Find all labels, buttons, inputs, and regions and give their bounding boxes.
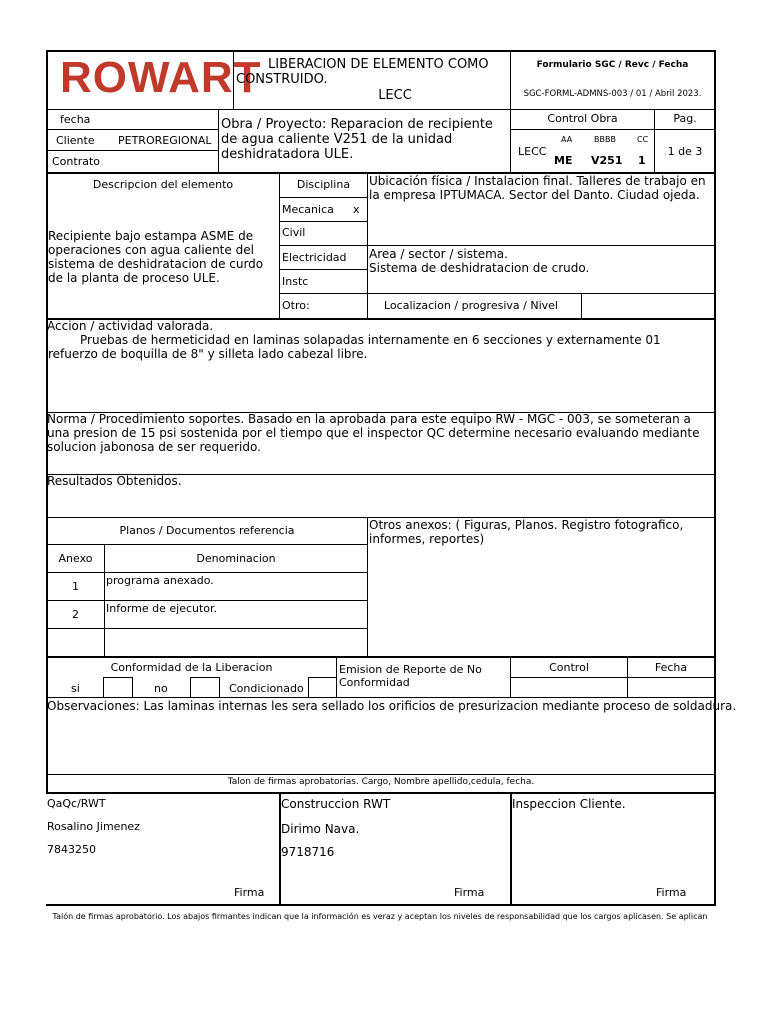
- area-value: Sistema de deshidratacion de crudo.: [369, 261, 590, 275]
- localizacion-label: Localizacion / progresiva / Nivel: [384, 299, 558, 312]
- desc-text: Recipiente bajo estampa ASME de operaciones con agua caliente del sistema de deshidratacion de curdo de la planta de proceso ULE.: [48, 229, 264, 285]
- planos-title: Planos / Documentos referencia: [119, 524, 295, 537]
- firma-col2-title: Construccion RWT: [281, 797, 391, 811]
- control-label: Control: [549, 661, 589, 674]
- firma-col3-sign: Firma: [656, 886, 687, 899]
- form-title-code: LECC: [378, 88, 412, 103]
- firma-col3-title: Inspeccion Cliente.: [512, 797, 626, 811]
- firma-col2-name: Dirimo Nava.: [281, 822, 360, 836]
- cc-value: 1: [638, 154, 646, 167]
- ubicacion-text: Ubicación física / Instalacion final. Talleres de trabajo en la empresa IPTUMACA. Sector del Danto. Ciudad ojeda.: [369, 174, 706, 202]
- me-value: ME: [554, 154, 573, 167]
- v251-value: V251: [591, 154, 623, 167]
- form-label: Formulario SGC / Revc / Fecha: [536, 60, 689, 70]
- denominacion-2: Informe de ejecutor.: [106, 602, 218, 615]
- bbbb-label: BBBB: [594, 135, 616, 144]
- otros-anexos: Otros anexos: ( Figuras, Planos. Registro fotografico, informes, reportes): [369, 518, 684, 546]
- area-label: Area / sector / sistema.: [369, 247, 508, 261]
- firma-col1-title: QaQc/RWT: [47, 797, 106, 810]
- firma-col2-id: 9718716: [281, 845, 335, 859]
- checkbox-no[interactable]: [190, 677, 220, 698]
- observaciones-text: Observaciones: Las laminas internas les sera sellado los orificios de presurizacion mediante proceso de soldadura.: [47, 699, 737, 713]
- cliente-value: PETROREGIONAL: [118, 134, 212, 147]
- conformidad-title: Conformidad de la Liberacion: [110, 661, 273, 674]
- checkbox-si[interactable]: [103, 677, 133, 698]
- mecanica-mark: x: [353, 203, 360, 216]
- lecc-code: LECC: [518, 145, 547, 158]
- norma-text: Norma / Procedimiento soportes. Basado en la aprobada para este equipo RW - MGC - 003, se someteran a una presion de 15 psi sostenida por el tiempo que el inspector QC determine necesario evaluando mediante solucion jabonosa de ser requerido.: [47, 412, 700, 454]
- si-label: si: [71, 682, 80, 695]
- denominacion-1: programa anexado.: [106, 574, 214, 587]
- anexo-1: 1: [72, 580, 79, 593]
- checkbox-condicionado[interactable]: [308, 677, 337, 698]
- footer-note: Talón de firmas aprobatorio. Los abajos firmantes indican que la información es veraz y aceptan los niveles de responsabilidad que los cargos aplicasen. Se aplican: [52, 912, 708, 921]
- emision-reporte: Emision de Reporte de No Conformidad: [339, 663, 482, 689]
- disciplina-label: Disciplina: [296, 178, 351, 191]
- no-label: no: [154, 682, 168, 695]
- disciplina-electricidad: Electricidad: [282, 251, 347, 264]
- company-logo: ROWART: [60, 53, 262, 102]
- obra-proyecto: Obra / Proyecto: Reparacion de recipiente de agua caliente V251 de la unidad deshidratadora ULE.: [221, 117, 493, 162]
- form-title-line2: CONSTRUIDO.: [236, 72, 328, 87]
- pag-label: Pag.: [673, 112, 697, 125]
- disciplina-otro: Otro:: [282, 299, 310, 312]
- cliente-label: Cliente: [56, 134, 95, 147]
- accion-label: Accion / actividad valorada.: [47, 319, 214, 333]
- cc-label: CC: [637, 135, 649, 144]
- aa-label: AA: [561, 135, 573, 144]
- desc-label: Descripcion del elemento: [92, 178, 234, 191]
- col-anexo: Anexo: [58, 552, 93, 565]
- form-title-line1: LIBERACION DE ELEMENTO COMO: [268, 57, 489, 72]
- col-denominacion: Denominacion: [196, 552, 276, 565]
- firma-col1-name: Rosalino Jimenez: [47, 820, 140, 833]
- form-code: SGC-FORML-ADMNS-003 / 01 / Abril 2023.: [523, 89, 702, 99]
- disciplina-mecanica: Mecanica: [282, 203, 334, 216]
- firma-col1-id: 7843250: [47, 843, 96, 856]
- resultados-label: Resultados Obtenidos.: [47, 474, 182, 488]
- disciplina-civil: Civil: [282, 226, 306, 239]
- control-obra-label: Control Obra: [547, 112, 618, 125]
- accion-text: Pruebas de hermeticidad en laminas solapadas internamente en 6 secciones y externamente 01 refuerzo de boquilla de 8" y silleta lado cabezal libre.: [48, 333, 661, 361]
- page-number: 1 de 3: [667, 145, 703, 158]
- fecha-label: fecha: [60, 113, 91, 126]
- anexo-2: 2: [72, 608, 79, 621]
- disciplina-instc: Instc: [282, 275, 309, 288]
- fecha-label-2: Fecha: [654, 661, 688, 674]
- firma-col2-sign: Firma: [454, 886, 485, 899]
- firma-col1-sign: Firma: [234, 886, 265, 899]
- contrato-label: Contrato: [52, 155, 101, 168]
- talon-label: Talon de firmas aprobatorias. Cargo, Nombre apellido,cedula, fecha.: [227, 777, 535, 787]
- condicionado-label: Condicionado: [229, 682, 304, 695]
